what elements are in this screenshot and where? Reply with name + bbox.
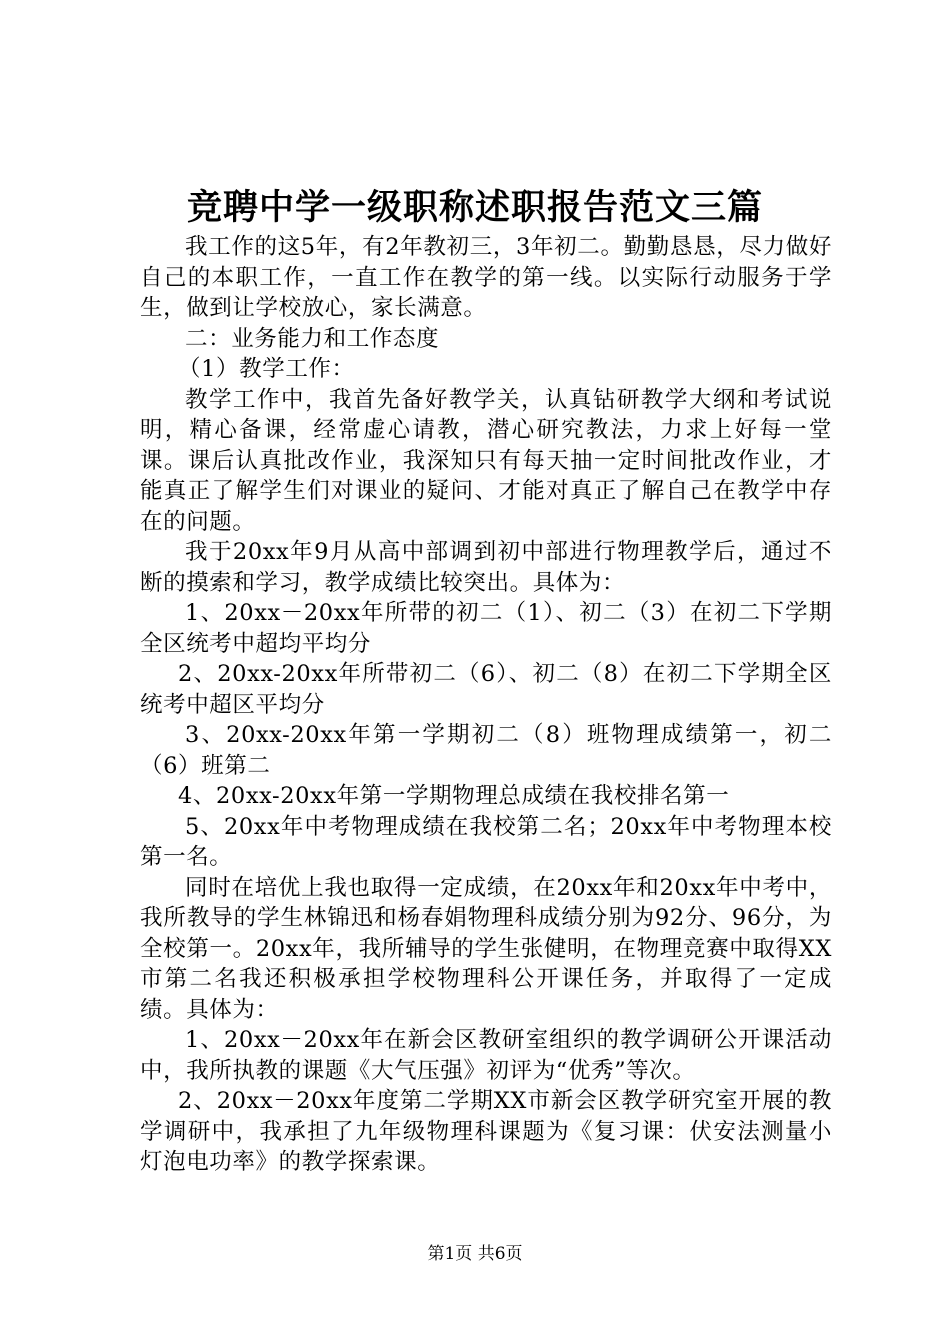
document-body — [140, 232, 832, 1178]
page-footer: 第1页 共6页 — [427, 1244, 523, 1264]
paragraph-intro: 我工作的这5年，有2年教初三，3年初二。勤勤恳恳，尽力做好自己的本职工作，一直工作在教学的第一线。以实际行动服务于学生，做到让学校放心，家长满意。 — [140, 234, 832, 321]
list-item: 1、20xx－20xx年在新会区教研室组织的教学调研公开课活动中，我所执教的课题《大气压强》初评为“优秀”等次。 — [140, 1027, 832, 1084]
subsection-heading: （1）教学工作： — [178, 356, 355, 382]
paragraph-teaching: 教学工作中，我首先备好教学关，认真钻研教学大纲和考试说明，精心备课，经常虚心请教，潜心研究教法，力求上好每一堂课。课后认真批改作业，我深知只有每天抽一定时间批改作业，才能真正了解学生们对课业的疑问、才能对真正了解自己在教学中存在的问题。 — [140, 386, 832, 535]
document-title: 竞聘中学一级职称述职报告范文三篇 — [186, 187, 763, 228]
list-item: 5、20xx年中考物理成绩在我校第二名；20xx年中考物理本校第一名。 — [140, 813, 832, 870]
paragraph-achievements: 同时在培优上我也取得一定成绩，在20xx年和20xx年中考中，我所教导的学生林锦迅和杨春娟物理科成绩分别为92分、96分，为全校第一。20xx年，我所辅导的学生张健明，在物理竞赛中取得XX市第二名我还积极承担学校物理科公开课任务，并取得了一定成绩。具体为： — [140, 874, 832, 1023]
list-item: 4、20xx-20xx年第一学期物理总成绩在我校排名第一 — [178, 783, 730, 809]
list-item: 2、20xx-20xx年所带初二（6）、初二（8）在初二下学期全区统考中超区平均分 — [140, 661, 832, 718]
list-item: 2、20xx－20xx年度第二学期XX市新会区教学研究室开展的教学调研中，我承担了九年级物理科课题为《复习课：伏安法测量小灯泡电功率》的教学探索课。 — [140, 1088, 832, 1175]
list-item: 3、20xx-20xx年第一学期初二（8）班物理成绩第一，初二（6）班第二 — [140, 722, 832, 779]
list-item: 1、20xx－20xx年所带的初二（1）、初二（3）在初二下学期全区统考中超均平均分 — [140, 600, 832, 657]
section-heading: 二：业务能力和工作态度 — [185, 325, 440, 352]
paragraph-transfer: 我于20xx年9月从高中部调到初中部进行物理教学后，通过不断的摸索和学习，教学成绩比较突出。具体为： — [140, 539, 832, 596]
